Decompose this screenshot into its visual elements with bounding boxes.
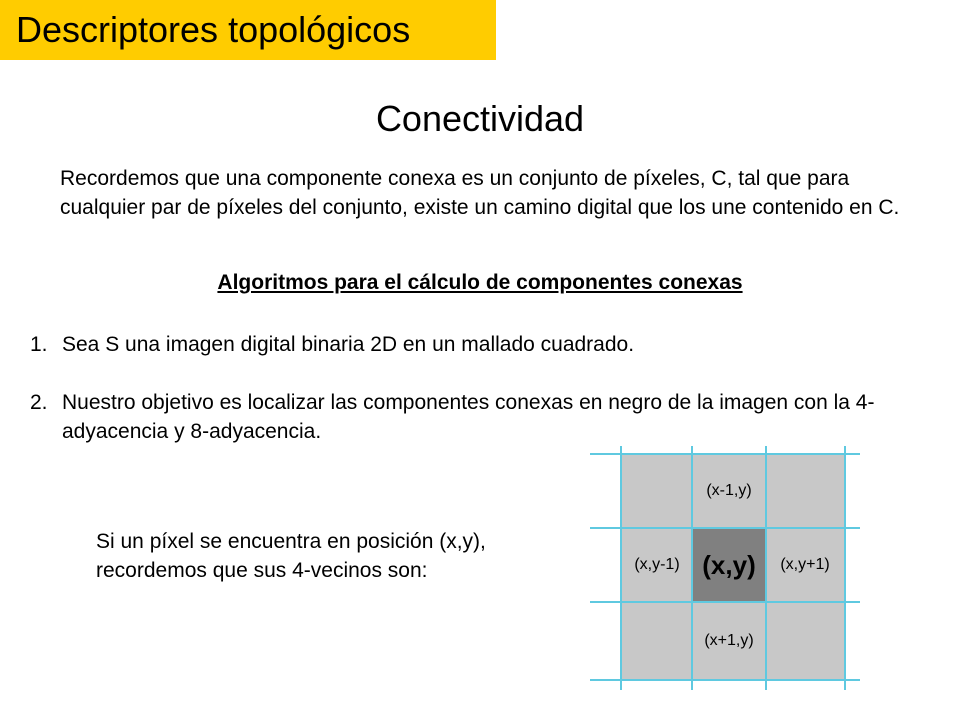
grid-cell-top-left [622, 454, 692, 528]
grid-line [765, 446, 767, 690]
list-item [30, 388, 910, 446]
list-item-number: 2. [30, 391, 48, 414]
neighbor-grid-diagram [590, 446, 860, 690]
grid-line [590, 679, 860, 681]
title-bar [0, 0, 496, 60]
grid-line [691, 446, 693, 690]
neighbor-label-top: (x-1,y) [706, 482, 752, 499]
neighbor-label-left: (x,y-1) [634, 556, 680, 573]
grid-cell-left [622, 528, 692, 602]
neighbor-label-bottom: (x+1,y) [704, 632, 754, 649]
pixel-note: Si un píxel se encuentra en posición (x,y), recordemos que sus 4-vecinos son: [96, 530, 486, 582]
section-heading: Algoritmos para el cálculo de componentes conexas [217, 271, 743, 294]
grid-line [844, 446, 846, 690]
numbered-list [30, 330, 910, 446]
grid-cell-bottom-left [622, 602, 692, 680]
list-item-text: Sea S una imagen digital binaria 2D en un mallado cuadrado. [62, 333, 635, 356]
list-item-number: 1. [30, 333, 48, 356]
grid-cell-bottom-right [766, 602, 844, 680]
grid-cell-top-right [766, 454, 844, 528]
grid-line [620, 446, 622, 690]
grid-cell-bottom [692, 602, 766, 680]
list-item-text: Nuestro objetivo es localizar las componentes conexas en negro de la imagen con la 4-adyacencia y 8-adyacencia. [62, 391, 875, 443]
list-item [30, 330, 910, 359]
grid-line [590, 453, 860, 455]
grid-cell-right [766, 528, 844, 602]
neighbor-label-right: (x,y+1) [780, 556, 830, 573]
page-title: Descriptores topológicos [16, 9, 411, 50]
intro-paragraph: Recordemos que una componente conexa es un conjunto de píxeles, C, tal que para cualquier par de píxeles del conjunto, existe un camino digital que los une contenido en C. [60, 167, 900, 219]
center-pixel-label: (x,y) [702, 549, 756, 580]
grid-line [590, 601, 860, 603]
grid-line [590, 527, 860, 529]
grid-cell-top [692, 454, 766, 528]
slide-subtitle: Conectividad [375, 98, 585, 139]
grid-cell-center [692, 528, 766, 602]
